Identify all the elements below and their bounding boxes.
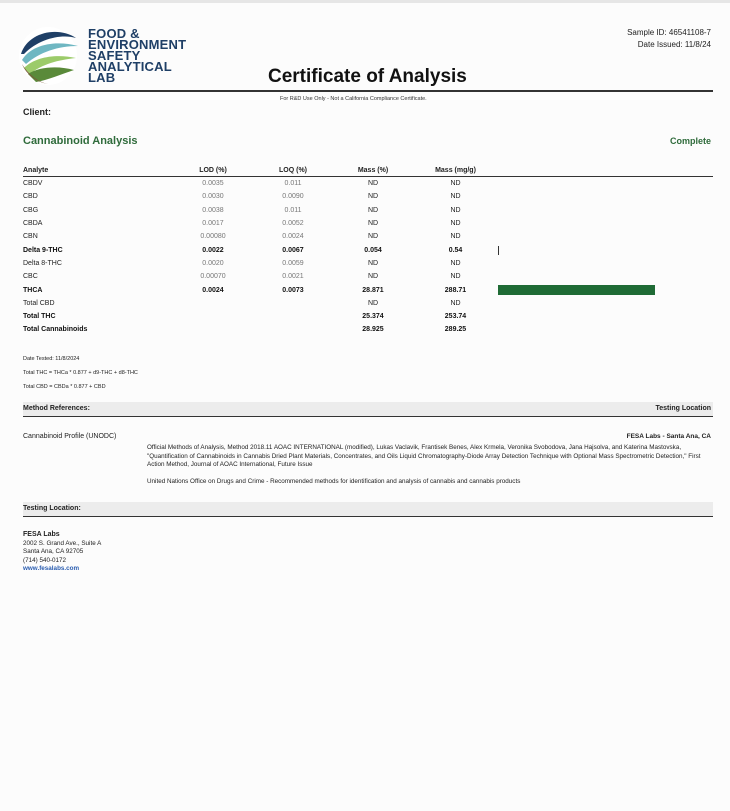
loq-cell: 0.0073 [282, 286, 304, 294]
method-divider [23, 416, 713, 417]
mass-percent-cell: ND [367, 273, 379, 281]
loq-cell: 0.0021 [282, 273, 304, 281]
mass-bar-cell [498, 230, 713, 243]
total-mass-mg-cell: 289.25 [444, 326, 467, 334]
mass-mg-cell: ND [450, 259, 461, 267]
loq-cell: 0.0067 [282, 246, 304, 254]
table-row [23, 217, 713, 230]
top-border [0, 0, 730, 3]
total-mass-mg-cell: ND [450, 299, 461, 307]
analyte-cell: CBDV [23, 180, 43, 188]
total-row [23, 310, 713, 323]
logo-emblem-icon [18, 24, 82, 88]
lod-cell: 0.0017 [202, 220, 224, 228]
mass-percent-cell: ND [367, 233, 379, 241]
table-row [23, 230, 713, 243]
mass-bar-cell [498, 283, 713, 296]
mass-percent-cell: 0.054 [364, 246, 382, 254]
mass-bar [498, 285, 655, 295]
empty-cell [253, 310, 333, 323]
total-mass-percent-cell: 28.925 [362, 326, 384, 334]
disclaimer: For R&D Use Only - Not a California Compliance Certificate. [280, 96, 427, 102]
column-header: Analyte [23, 164, 173, 177]
mass-bar-cell [498, 243, 713, 256]
client-label: Client: [23, 107, 51, 117]
lab-address-block [23, 531, 101, 574]
mass-bar-tick [498, 246, 499, 255]
document-title: Certificate of Analysis [268, 66, 467, 87]
column-header: LOD (%) [173, 164, 253, 177]
mass-mg-cell: ND [450, 180, 461, 188]
loq-cell: 0.0059 [282, 259, 304, 267]
mass-bar-cell [498, 204, 713, 217]
total-thc-formula: Total THC = THCa * 0.877 + d9-THC + d8-THC [23, 370, 138, 376]
total-mass-mg-cell: 253.74 [444, 313, 467, 321]
lab-phone: (714) 540-0172 [23, 556, 67, 564]
loq-cell: 0.0024 [282, 233, 304, 241]
analyte-cell: Delta 8-THC [23, 259, 62, 267]
mass-percent-cell: ND [367, 206, 379, 214]
lod-cell: 0.0038 [202, 206, 224, 214]
method-reference-unodc: United Nations Office on Drugs and Crime - Recommended methods for identification and analysis of cannabis and cannabis products [147, 478, 521, 485]
date-tested: Date Tested: 11/8/2024 [23, 356, 80, 362]
logo-line-4: ANALYTICAL LAB [88, 59, 172, 85]
lod-cell: 0.0022 [202, 246, 224, 254]
analyte-cell: THCA [23, 286, 43, 294]
lab-address-line-1: 2002 S. Grand Ave., Suite A [23, 539, 102, 547]
mass-mg-cell: ND [450, 220, 461, 228]
method-references-header [23, 402, 713, 416]
empty-cell [173, 323, 253, 336]
total-mass-percent-cell: 25.374 [362, 313, 384, 321]
date-issued: Date Issued: 11/8/24 [637, 40, 711, 49]
empty-cell [498, 310, 713, 323]
mass-bar-cell [498, 217, 713, 230]
total-row [23, 323, 713, 336]
table-row [23, 257, 713, 270]
empty-cell [173, 310, 253, 323]
loq-cell: 0.0052 [282, 220, 304, 228]
lod-cell: 0.0020 [202, 259, 224, 267]
lod-cell: 0.00070 [200, 273, 226, 281]
testing-location-header [23, 502, 713, 516]
logo-wordmark [88, 28, 198, 83]
mass-mg-cell: ND [450, 233, 461, 241]
total-row [23, 297, 713, 310]
loq-cell: 0.0090 [282, 193, 304, 201]
mass-bar-cell [498, 270, 713, 283]
logo-line-3: SAFETY [88, 48, 141, 63]
mass-mg-cell: ND [450, 273, 461, 281]
empty-cell [498, 297, 713, 310]
fesa-logo [18, 24, 198, 88]
lod-cell: 0.00080 [200, 233, 226, 241]
column-header: Mass (mg/g) [413, 164, 498, 177]
lod-cell: 0.0030 [202, 193, 224, 201]
testing-location-label: Testing Location [655, 405, 711, 412]
total-cbd-formula: Total CBD = CBDa * 0.877 + CBD [23, 384, 106, 390]
mass-mg-cell: ND [450, 206, 461, 214]
total-analyte-cell: Total THC [23, 313, 56, 321]
lab-name: FESA Labs [23, 531, 60, 538]
table-row [23, 204, 713, 217]
total-mass-percent-cell: ND [367, 299, 379, 307]
empty-cell [253, 297, 333, 310]
table-row [23, 243, 713, 256]
total-analyte-cell: Total Cannabinoids [23, 326, 88, 334]
lod-cell: 0.0024 [202, 286, 224, 294]
analyte-cell: CBG [23, 206, 39, 214]
cannabinoid-table [23, 164, 713, 337]
logo-line-1: FOOD & [88, 26, 140, 41]
mass-bar-cell [498, 190, 713, 203]
loq-cell: 0.011 [284, 206, 302, 214]
mass-percent-cell: ND [367, 220, 379, 228]
empty-cell [173, 297, 253, 310]
column-header: LOQ (%) [253, 164, 333, 177]
mass-mg-cell: 288.71 [444, 286, 467, 294]
mass-mg-cell: ND [450, 193, 461, 201]
analyte-cell: CBC [23, 273, 38, 281]
table-row [23, 283, 713, 296]
method-location: FESA Labs - Santa Ana, CA [626, 433, 711, 440]
mass-mg-cell: 0.54 [448, 246, 463, 254]
empty-cell [253, 323, 333, 336]
method-reference-aoac: Official Methods of Analysis, Method 2018.11 AOAC INTERNATIONAL (modified), Lukas Vaclavik, Frantisek Benes, Alex Krmela, Veronika Svobodova, Jana Hajsolva, and Katerina Mastovska, "Quantification of Cannabinoids in Cannabis Dried Plant Materials, Concentrates, and Oils Liquid Chromatography-Diode Array Detection Technique with Optional Mass Spectrometric Detection," First Action Method, Journal of AOAC International, Future Issue [147, 444, 701, 468]
testing-divider [23, 516, 713, 517]
analysis-status: Complete [669, 136, 711, 146]
calculation-notes [23, 352, 138, 394]
analysis-title: Cannabinoid Analysis [23, 135, 138, 147]
table-header-row [23, 164, 713, 177]
testing-location-heading: Testing Location: [23, 505, 81, 512]
method-references-label: Method References: [23, 405, 90, 412]
loq-cell: 0.011 [284, 180, 302, 188]
column-header-bar [498, 164, 713, 177]
analyte-cell: CBN [23, 233, 38, 241]
mass-bar-cell [498, 177, 713, 191]
sample-id: Sample ID: 46541108-7 [627, 28, 711, 37]
table-row [23, 177, 713, 191]
analyte-cell: CBD [23, 193, 38, 201]
mass-percent-cell: ND [367, 180, 379, 188]
total-analyte-cell: Total CBD [23, 299, 55, 307]
mass-percent-cell: 28.871 [362, 286, 384, 294]
column-header: Mass (%) [333, 164, 413, 177]
header-divider [23, 90, 713, 92]
empty-cell [498, 323, 713, 336]
mass-percent-cell: ND [367, 193, 379, 201]
method-profile: Cannabinoid Profile (UNODC) [23, 433, 117, 440]
lab-website-link[interactable]: www.fesalabs.com [23, 565, 80, 572]
table-row [23, 190, 713, 203]
analyte-cell: CBDA [23, 220, 43, 228]
lab-address-line-2: Santa Ana, CA 92705 [23, 548, 84, 555]
table-row [23, 270, 713, 283]
mass-bar-cell [498, 257, 713, 270]
lod-cell: 0.0035 [202, 180, 224, 188]
analyte-cell: Delta 9-THC [23, 246, 63, 254]
sample-meta [627, 27, 711, 51]
logo-line-2: ENVIRONMENT [88, 37, 187, 52]
mass-percent-cell: ND [367, 259, 379, 267]
